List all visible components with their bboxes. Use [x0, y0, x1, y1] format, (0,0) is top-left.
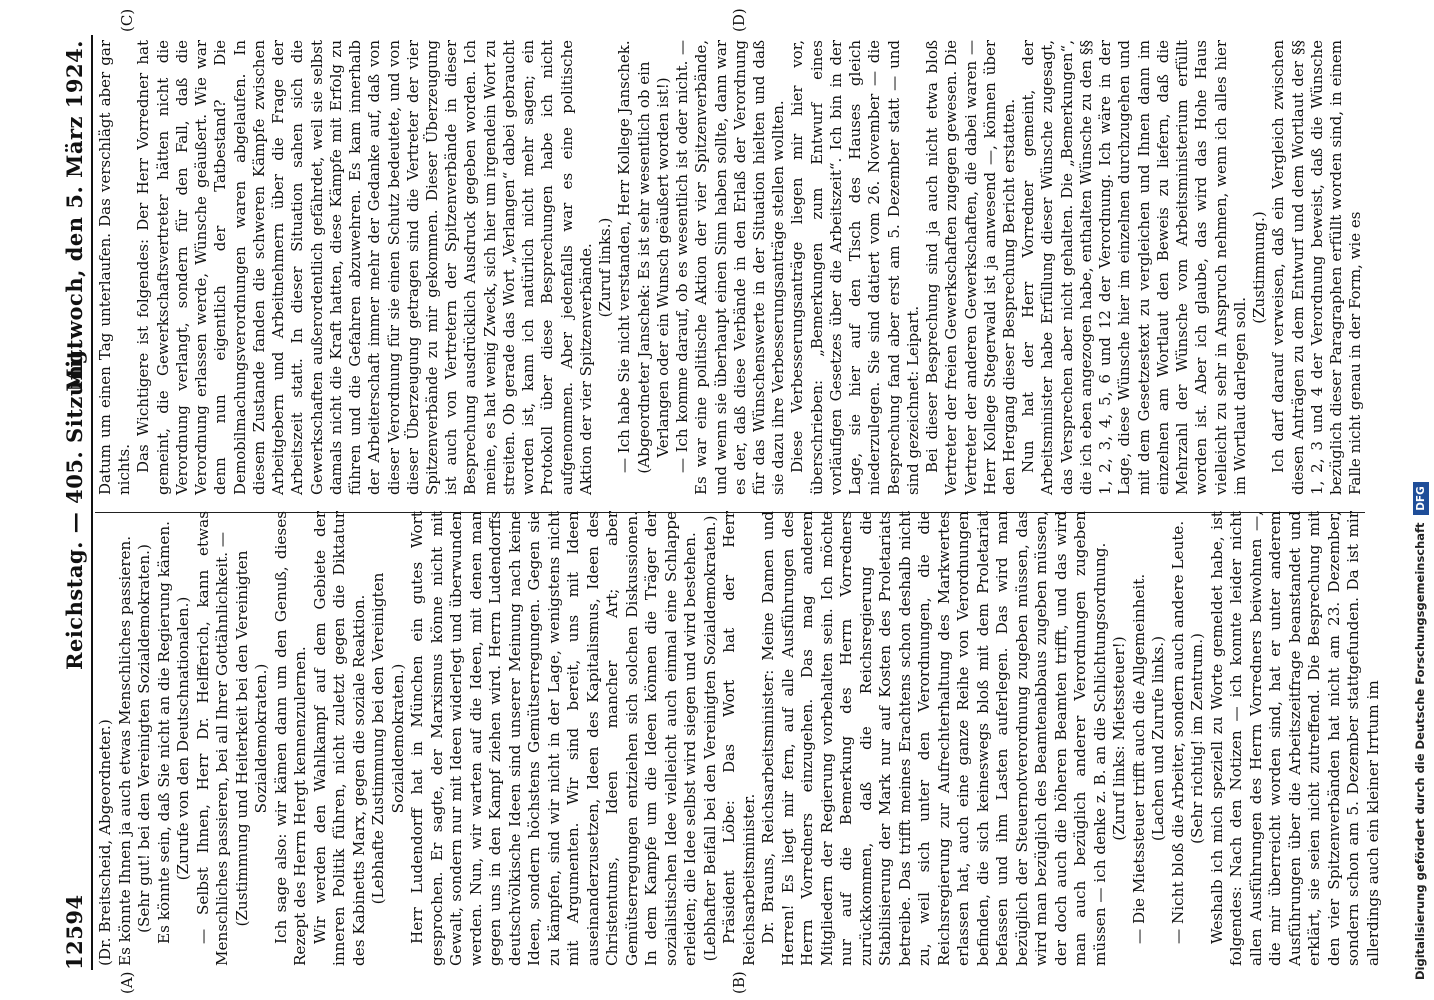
body-paragraph: — Ich habe Sie nicht verstanden, Herr Kollege Janschek.: [615, 40, 634, 473]
interjection-line: (Lebhafte Zustimmung bei den Vereinigten Sozialdemokraten.): [369, 572, 407, 905]
body-paragraph: Es könnte sein, daß Sie nicht an die Regierung kämen.: [154, 521, 173, 944]
page-number: 12594: [62, 894, 87, 970]
interjection-line: (Zuruf links: Mietssteuer!): [1110, 636, 1128, 841]
body-paragraph: — Nicht bloß die Arbeiter, sondern auch andere Leute.: [1168, 520, 1187, 944]
body-paragraph: Ich darf darauf verweisen, daß ein Vergleich zwischen diesen Anträgen zu dem Entwurf und dem Wortlaut der §§ 1, 2, 3 und 4 der Verordnung beweist, daß die Wünsche bezüglich dieser Paragraphen erfüllt worden sind, in einem Falle nicht genau in der Form, wie es: [1269, 40, 1365, 495]
dfg-logo: DFG: [1413, 482, 1429, 515]
body-paragraph: Herr Ludendorff hat in München ein gutes Wort gesprochen. Er sagte, der Marxismus könne nicht mit Gewalt, sondern nur mit Ideen widerlegt und überwunden werden. Nun, wir warten auf die Ideen, mit denen man gegen uns in den Kampf ziehen wird. Herrn Ludendorffs deutschvölkische Ideen sind unserer Meinung nach keine Ideen, sondern höchstens Gemütserregungen. Gegen sie zu kämpfen, sind wir nicht in der Lage, wenigstens nicht mit Argumenten. Wir sind bereit, uns mit Ideen auseinanderzusetzen, Ideen des Kapitalismus, Ideen des Christentums, Ideen mancher Art; aber Gemütserregungen entziehen sich solchen Diskussionen. In dem Kampfe um die Ideen können die Träger der sozialistischen Idee vielleicht auch einmal eine Schlappe erleiden; die Idee selbst wird siegen und wird bestehen.: [408, 511, 699, 966]
interjection-line: (Sehr richtig! im Zentrum.): [1188, 633, 1206, 844]
interjection-line: (Zustimmung.): [1250, 211, 1269, 324]
margin-mark-b: (B): [730, 971, 748, 994]
body-paragraph: Nun hat der Herr Vorredner gemeint, der Arbeitsminister habe Erfüllung dieser Wünsche zugesagt, das Versprechen aber nicht gehalten. Die „Bemerkungen“, die ich eben angezogen habe, enthalten Wünsche zu den §§ 1, 2, 3, 4, 5, 6 und 12 der Verordnung. Ich wäre in der Lage, diese Wünsche hier im einzelnen durchzugehen und mit dem Gesetzestext zu vergleichen und Ihnen dann im einzelnen am Wortlaut den Beweis zu liefern, daß die Mehrzahl der Wünsche vom Arbeitsministerium erfüllt worden ist. Aber ich glaube, das wird das Hohe Haus vielleicht zu sehr in Anspruch nehmen, wenn ich alles hier im Wortlaut darlegen soll.: [1019, 40, 1249, 495]
header-title: Reichstag. — 405. Sitzung.: [62, 341, 87, 670]
digitization-label: Digitalisierung gefördert durch die Deutsche Forschungsgemeinschaft: [1413, 522, 1427, 980]
left-column: [96, 511, 1383, 966]
margin-mark-d: (D): [730, 8, 748, 32]
body-paragraph: Diese Verbesserungsanträge liegen mir hier vor, überschrieben: „Bemerkungen zum Entwurf eines vorläufigen Gesetzes über die Arbeitszeit“. Ich bin in der Lage, sie hier auf den Tisch des Hauses gleich niederzulegen. Sie sind datiert vom 26. November — die Besprechung fand aber erst am 5. Dezember statt — und sind gezeichnet: Leipart.: [788, 40, 922, 495]
interjection-line: (Abgeordneter Janschek: Es ist sehr wesentlich ob ein Verlangen oder ein Wunsch geäußert worden ist!): [634, 61, 672, 474]
running-header: [62, 40, 88, 970]
right-column: [96, 40, 1365, 495]
body-paragraph: (Dr. Breitscheid, Abgeordneter.): [96, 719, 114, 966]
body-paragraph: — Ich komme darauf, ob es wesentlich ist oder nicht. — Es war eine politische Aktion der vier Spitzenverbände, und wenn sie überhaupt einen Sinn haben sollte, dann war es der, daß diese Verbände in den Erlaß der Verordnung für das Wünschenswerte in der Situation hielten und daß sie dazu ihre Verbesserungsanträge stellen wollten.: [673, 40, 788, 495]
body-paragraph: Datum um einen Tag unterlaufen. Das verschlägt aber gar nichts.: [96, 40, 134, 495]
body-paragraph: — Selbst Ihnen, Herr Dr. Helfferich, kann etwas Menschliches passieren, bei all Ihrer Gottähnlichkeit. —: [193, 511, 231, 966]
body-paragraph: Das Wichtigere ist folgendes: Der Herr Vorredner hat gemeint, die Gewerkschaftsvertreter hätten nicht die Verordnung verlangt, sondern für den Fall, daß die Verordnung erlassen werde, Wünsche geäußert. Wie war denn nun eigentlich der Tatbestand? Die Demobilmachungsverordnungen waren abgelaufen. In diesem Zustande fanden die schweren Kämpfe zwischen Arbeitgebern und Arbeitnehmern über die Frage der Arbeitszeit statt. In dieser Situation sahen sich die Gewerkschaften außerordentlich gefährdet, weil sie selbst damals nicht die Kraft hatten, diese Kämpfe mit Erfolg zu führen und die Gefahren abzuwehren. Es kam innerhalb der Arbeiterschaft immer mehr der Gedanke auf, daß von dieser Verordnung für sie einen Schutz bedeutete, und von dieser Überzeugung getragen sind die Vertreter der vier Spitzenverbände zu mir gekommen. Dieser Überzeugung ist auch von Vertretern der Spitzenverbände in dieser Besprechung ausdrücklich Ausdruck gegeben worden. Ich meine, es hat wenig Zweck, sich hier um irgendein Wort zu streiten. Ob gerade das Wort „Verlangen“ dabei gebraucht worden ist, kann ich natürlich nicht mehr sagen; ein Protokoll über diese Besprechungen habe ich nicht aufgenommen. Aber jedenfalls war es eine politische Aktion der vier Spitzenverbände.: [134, 40, 595, 495]
interjection-line: (Sehr gut! bei den Vereinigten Sozialdemokraten.): [135, 544, 153, 933]
digitization-note: [1406, 20, 1434, 980]
interjection-line: (Zustimmung und Heiterkeit bei den Vereinigten Sozialdemokraten.): [232, 550, 270, 927]
body-paragraph: Präsident Löbe: Das Wort hat der Herr Reichsarbeitsminister.: [720, 511, 758, 966]
body-paragraph: Dr. Brauns, Reichsarbeitsminister: Meine Damen und Herren! Es liegt mir fern, auf alle Ausführungen des Herrn Vorredners einzugehen. Das mag anderen Mitgliedern der Regierung vorbehalten sein. Ich möchte nur auf die Bemerkung des Herrn Vorredners zurückkommen, daß die Reichsregierung die Stabilisierung der Mark nur auf Kosten des Proletariats betreibe. Das trifft meines Erachtens schon deshalb nicht zu, weil sich unter den Verordnungen, die die Reichsregierung zur Aufrechterhaltung des Markwertes erlassen hat, auch eine ganze Reihe von Verordnungen befinden, die sich keineswegs bloß mit dem Proletariat befassen und ihm Lasten auferlegen. Das wird man bezüglich der Steuernotverordnung zugeben müssen, das wird man bezüglich des Beamtenabbaus zugeben müssen, der doch auch die höheren Beamten trifft, und das wird man auch bezüglich anderer Verordnungen zugeben müssen — ich denke z. B. an die Schlichtungsordnung.: [759, 511, 1109, 966]
interjection-line: (Zurufe von den Deutschnationalen.): [174, 596, 192, 881]
interjection-line: (Zuruf links.): [596, 217, 615, 318]
body-paragraph: Ich sage also: wir kämen dann um den Genuß, dieses Rezept des Herrn Hergt kennenzulernen.: [271, 511, 309, 966]
margin-mark-c: (C): [118, 8, 136, 32]
margin-mark-a: (A): [118, 971, 136, 994]
header-date: Mittwoch, den 5. März 1924.: [62, 40, 87, 392]
header-rule: [91, 35, 93, 970]
body-paragraph: Bei dieser Besprechung sind ja auch nicht etwa bloß Vertreter der freien Gewerkschaften zugegen gewesen. Die Vertreter der anderen Gewerkschaften, die dabei waren — Herr Kollege Stegerwald ist ja anwesend —, können über den Hergang dieser Besprechung Bericht erstatten.: [923, 40, 1019, 495]
interjection-line: (Lebhafter Beifall bei den Vereinigten Sozialdemokraten.): [700, 515, 719, 962]
body-paragraph: Weshalb ich mich speziell zu Worte gemeldet habe, ist folgendes: Nach den Notizen — ich konnte leider nicht allen Ausführungen des Herrn Vorredners beiwohnen —, die mir überreicht worden sind, hat er unter anderem Ausführungen über die Arbeitszeitfrage beanstandet und erklärt, sie seien nicht zutreffend. Die Besprechung mit den vier Spitzenverbänden hat nicht am 23. Dezember, sondern schon am 5. Dezember stattgefunden. Da ist mir allerdings auch ein kleiner Irrtum im: [1207, 511, 1382, 966]
interjection-line: (Lachen und Zurufe links.): [1149, 635, 1167, 842]
body-paragraph: Wir werden den Wahlkampf auf dem Gebiete der inneren Politik führen, nicht zuletzt gegen die Diktatur des Kabinetts Marx, gegen die soziale Reaktion.: [310, 511, 368, 966]
body-paragraph: Es könnte Ihnen ja auch etwas Menschliches passieren.: [115, 535, 134, 966]
body-paragraph: — Die Mietssteuer trifft auch die Allgemeinheit.: [1129, 573, 1148, 944]
